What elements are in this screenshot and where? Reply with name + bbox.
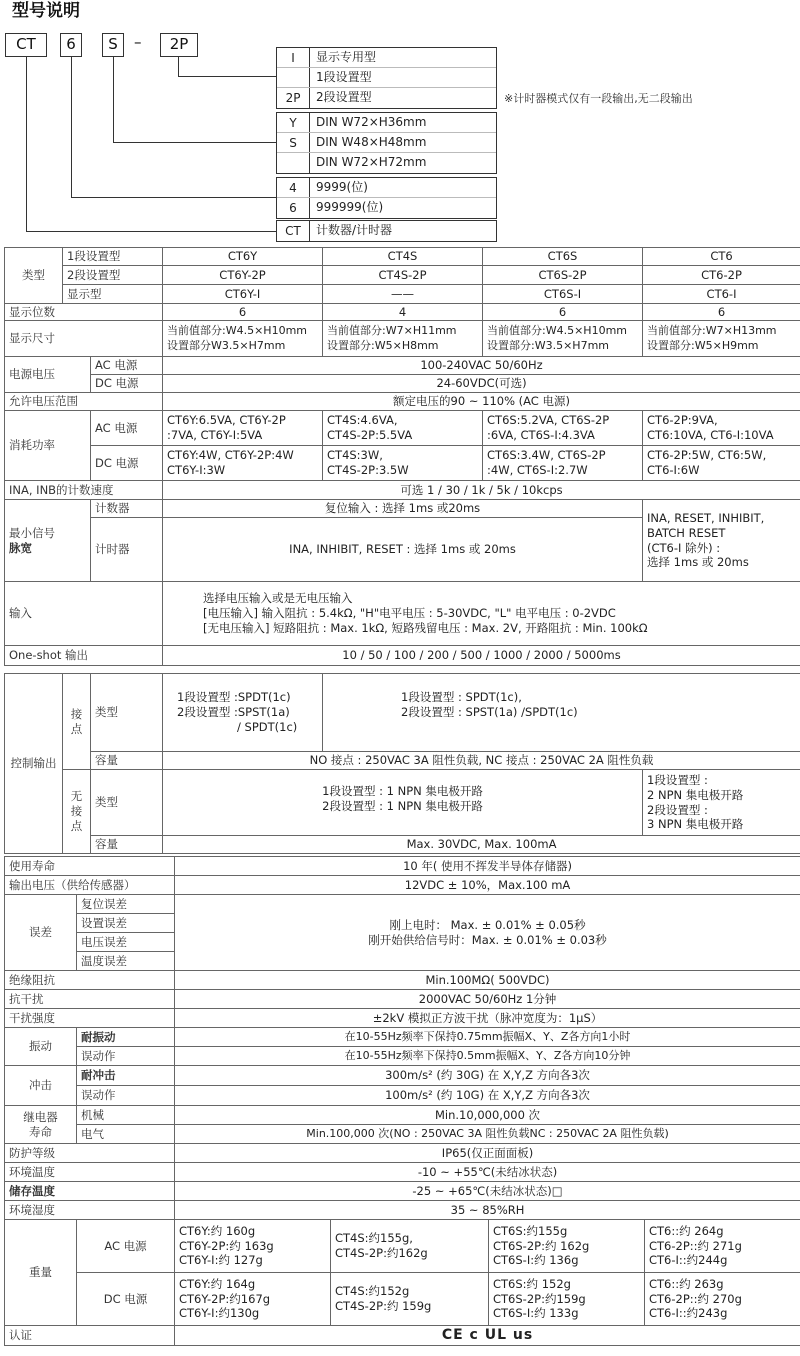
noncontact-ct6-cell <box>643 770 800 836</box>
weight-cell <box>175 1220 331 1273</box>
dc-label: DC 电源 <box>91 375 163 393</box>
ac-label: AC 电源 <box>77 1220 175 1273</box>
kind-label: 类型 <box>91 674 163 752</box>
error-value-line: 刚开始供给信号时：Max. ± 0.01% ± 0.03秒 <box>368 932 607 947</box>
row-label-storage-temp: 储存温度 <box>5 1182 175 1201</box>
consumption-line: CT6:10VA, CT6-I:10VA <box>647 428 774 442</box>
digits-cell: 6 <box>163 304 323 321</box>
row-label-size: 显示尺寸 <box>5 321 163 357</box>
row-label-2stage: 2段设置型 <box>63 266 163 285</box>
digits-cell: 6 <box>643 304 800 321</box>
legend-code: CT <box>277 221 310 241</box>
legend-output-type <box>276 47 497 109</box>
row-label-input: 输入 <box>5 582 163 646</box>
contact-label: 接点 <box>63 674 91 770</box>
contact-type-line: / SPDT(1c) <box>237 719 298 734</box>
insulation-value: Min.100MΩ( 500VDC) <box>175 971 800 990</box>
consumption-line: CT6Y:6.5VA, CT6Y-2P <box>167 413 286 428</box>
row-label-ambient-temp: 环境温度 <box>5 1163 175 1182</box>
consumption-line: CT4S:4.6VA, <box>327 413 398 428</box>
timer-ct6-line: BATCH RESET <box>647 525 726 540</box>
row-label-range: 允许电压范围 <box>5 393 163 411</box>
size-cell <box>483 321 643 357</box>
connector-line <box>26 57 27 232</box>
spacer-row <box>5 666 800 674</box>
counter-value: 复位输入 : 选择 1ms 或20ms <box>163 500 643 518</box>
model-cell: CT4S <box>323 248 483 266</box>
relay-item: 电气 <box>77 1125 175 1144</box>
relay-value: Min.100,000 次(NO : 250VAC 3A 阻性负载NC : 250VAC 2A 阻性负载) <box>175 1125 800 1144</box>
legend-desc: 999999(位) <box>316 200 384 215</box>
error-item: 复位误差 <box>77 895 175 914</box>
error-item: 设置误差 <box>77 914 175 933</box>
timer-label: 计时器 <box>91 518 163 582</box>
digits-cell: 4 <box>323 304 483 321</box>
legend-desc: 9999(位) <box>316 179 368 194</box>
model-cell: CT6 <box>643 248 800 266</box>
size-cell <box>643 321 800 357</box>
consumption-line: :4W, CT6S-I:2.7W <box>487 463 588 477</box>
weight-cell <box>489 1273 645 1326</box>
size-setting: 设置部分:W3.5×H7mm <box>487 338 610 352</box>
dc-label: DC 电源 <box>77 1273 175 1326</box>
weight-line: CT6S-I:约 133g <box>493 1306 579 1321</box>
ac-label: AC 电源 <box>91 411 163 446</box>
noncontact-ct6-line: 1段设置型 : <box>647 772 708 787</box>
legend-code: I <box>277 48 310 67</box>
row-label-speed: INA, INB的计数速度 <box>5 481 163 500</box>
size-current: 当前值部分:W4.5×H10mm <box>487 324 628 338</box>
consumption-line: :7VA, CT6Y-I:5VA <box>167 428 263 442</box>
certification-value <box>175 1326 800 1346</box>
size-cell <box>323 321 483 357</box>
shock-item: 误动作 <box>77 1086 175 1106</box>
noncontact-ct6-line: 2段设置型 : <box>647 802 708 817</box>
timer-ct6-line: 选择 1ms 或 20ms <box>647 555 749 570</box>
noncontact-ct6-line: 2 NPN 集电极开路 <box>647 787 744 802</box>
range-value: 额定电压的90 ~ 110% (AC 电源) <box>163 393 800 411</box>
humidity-value: 35 ~ 85%RH <box>175 1201 800 1220</box>
row-label-pulse <box>5 500 91 582</box>
kind-label: 类型 <box>91 770 163 836</box>
row-label-1stage: 1段设置型 <box>63 248 163 266</box>
consumption-line: CT6Y-I:3W <box>167 463 226 477</box>
row-label-error: 误差 <box>5 895 77 971</box>
weight-line: CT6S:约155g <box>493 1223 568 1238</box>
error-values <box>175 895 800 971</box>
model-cell: CT6Y-2P <box>163 266 323 285</box>
weight-line: CT6-2P::约 270g <box>649 1291 742 1306</box>
connector-line <box>113 142 276 143</box>
consumption-cell <box>483 411 643 446</box>
life-value: 10 年( 使用不挥发半导体存储器) <box>175 857 800 876</box>
weight-line: CT4S:约155g, <box>335 1231 413 1246</box>
noncontact-ct6-line: 3 NPN 集电极开路 <box>647 817 744 832</box>
consumption-line: CT6S:5.2VA, CT6S-2P <box>487 413 610 428</box>
row-label-power: 电源电压 <box>5 357 91 393</box>
row-label-display: 显示型 <box>63 285 163 304</box>
timer-ct6-line: (CT6-I 除外) : <box>647 540 721 555</box>
row-label-output-voltage: 输出电压（供给传感器） <box>5 876 175 895</box>
weight-cell <box>645 1273 800 1326</box>
weight-line: CT4S-2P:约162g <box>335 1246 428 1260</box>
legend-code: S <box>277 133 310 152</box>
model-cell: CT6Y-I <box>163 285 323 304</box>
row-label-oneshot: One-shot 输出 <box>5 646 163 666</box>
size-setting: 设置部分W3.5×H7mm <box>167 338 286 352</box>
connector-line <box>178 57 179 77</box>
size-current: 当前值部分:W7×H11mm <box>327 324 457 338</box>
vibration-item: 误动作 <box>77 1047 175 1066</box>
row-label-insulation: 绝缘阻抗 <box>5 971 175 990</box>
weight-line: CT6-I::约243g <box>649 1306 728 1321</box>
legend-desc: 1段设置型 <box>316 69 372 84</box>
model-cell: CT4S-2P <box>323 266 483 285</box>
digits-cell: 6 <box>483 304 643 321</box>
input-line: [无电压输入] 短路阻抗 : Max. 1kΩ, 短路残留电压 : Max. 2V, 开路阻抗 : Min. 100kΩ <box>203 620 648 635</box>
row-label-dielectric: 抗干扰 <box>5 990 175 1009</box>
weight-line: CT4S:约152g <box>335 1284 410 1299</box>
counter-label: 计数器 <box>91 500 163 518</box>
input-cell <box>163 582 800 646</box>
connector-line <box>71 57 72 198</box>
consumption-line: CT6Y:4W, CT6Y-2P:4W <box>167 448 294 463</box>
page-title: 型号说明 <box>12 1 80 21</box>
weight-line: CT4S-2P:约 159g <box>335 1299 432 1313</box>
model-cell: CT6-I <box>643 285 800 304</box>
relay-item: 机械 <box>77 1106 175 1125</box>
legend-series <box>276 220 497 242</box>
size-cell <box>163 321 323 357</box>
size-current: 当前值部分:W4.5×H10mm <box>167 324 308 338</box>
capacity-label: 容量 <box>91 752 163 770</box>
row-label-digits: 显示位数 <box>5 304 163 321</box>
weight-cell <box>175 1273 331 1326</box>
row-label-type: 类型 <box>5 248 63 304</box>
weight-cell <box>489 1220 645 1273</box>
noise-value: ±2kV 模拟正方波干扰（脉冲宽度为：1μS） <box>175 1009 800 1028</box>
connector-line <box>178 76 276 77</box>
model-cell: CT6Y <box>163 248 323 266</box>
consumption-cell <box>483 446 643 481</box>
power-dc-value: 24-60VDC(可选) <box>163 375 800 393</box>
model-part-series: CT <box>5 33 47 57</box>
weight-cell <box>645 1220 800 1273</box>
consumption-cell <box>643 446 800 481</box>
weight-line: CT6Y:约 164g <box>179 1276 256 1291</box>
error-value-line: 刚上电时： Max. ± 0.01% ± 0.05秒 <box>389 917 586 932</box>
weight-cell <box>331 1273 489 1326</box>
output-voltage-value: 12VDC ± 10%，Max.100 mA <box>175 876 800 895</box>
legend-desc: DIN W72×H36mm <box>316 114 427 129</box>
noncontact-type-cell <box>163 770 643 836</box>
model-cell: CT6S-I <box>483 285 643 304</box>
shock-item: 耐冲击 <box>77 1066 175 1086</box>
consumption-line: CT4S-2P:3.5W <box>327 463 409 477</box>
legend-code: Y <box>277 113 310 132</box>
contact-type-cell <box>323 674 800 752</box>
consumption-line: CT6-I:6W <box>647 463 700 477</box>
shock-value: 300m/s² (约 30G) 在 X,Y,Z 方向各3次 <box>175 1066 800 1086</box>
noncontact-type-line: 2段设置型 : 1 NPN 集电极开路 <box>322 798 483 813</box>
row-label-consumption: 消耗功率 <box>5 411 91 481</box>
oneshot-value: 10 / 50 / 100 / 200 / 500 / 1000 / 2000 / 5000ms <box>163 646 800 666</box>
contact-type-line: 1段设置型 : SPDT(1c), <box>401 690 522 704</box>
error-item: 电压误差 <box>77 933 175 952</box>
protection-value: IP65(仅正面面板) <box>175 1144 800 1163</box>
row-label-weight: 重量 <box>5 1220 77 1326</box>
model-dash: – <box>134 33 142 51</box>
weight-line: CT6-2P::约 271g <box>649 1238 742 1253</box>
weight-line: CT6S-I:约 136g <box>493 1253 579 1268</box>
legend-desc: 2段设置型 <box>316 90 372 105</box>
consumption-line: :6VA, CT6S-I:4.3VA <box>487 428 595 442</box>
relay-value: Min.10,000,000 次 <box>175 1106 800 1125</box>
dc-label: DC 电源 <box>91 446 163 481</box>
contact-capacity-value: NO 接点 : 250VAC 3A 阻性负载, NC 接点 : 250VAC 2A 阻性负载 <box>163 752 800 770</box>
consumption-cell <box>323 411 483 446</box>
legend-size <box>276 112 497 174</box>
shock-value: 100m/s² (约 10G) 在 X,Y,Z 方向各3次 <box>175 1086 800 1106</box>
relay-label-line: 继电器 <box>23 1109 58 1124</box>
input-line: [电压输入] 输入阻抗 : 5.4kΩ, "H"电平电压 : 5-30VDC, "L" 电平电压 : 0-2VDC <box>203 606 616 621</box>
spec-table-1 <box>4 247 800 854</box>
consumption-line: CT4S-2P:5.5VA <box>327 428 413 442</box>
connector-line <box>26 231 276 232</box>
consumption-cell <box>323 446 483 481</box>
model-part-size: S <box>102 33 124 57</box>
model-part-digits: 6 <box>60 33 82 57</box>
vibration-value: 在10-55Hz频率下保持0.75mm振幅X、Y、Z各方向1小时 <box>175 1028 800 1047</box>
row-label-relay <box>5 1106 77 1144</box>
size-setting: 设置部分:W5×H8mm <box>327 338 439 352</box>
timer-note: ※计时器模式仅有一段输出,无二段输出 <box>504 92 693 105</box>
vibration-item: 耐振动 <box>77 1028 175 1047</box>
legend-code <box>277 68 310 87</box>
size-setting: 设置部分:W5×H9mm <box>647 338 759 352</box>
capacity-label: 容量 <box>91 836 163 854</box>
row-label-vibration: 振动 <box>5 1028 77 1066</box>
contact-type-line: 2段设置型 :SPST(1a) <box>177 705 290 720</box>
noncontact-type-line: 1段设置型 : 1 NPN 集电极开路 <box>322 784 483 798</box>
consumption-cell <box>163 411 323 446</box>
weight-line: CT6Y-2P:约 163g <box>179 1238 274 1253</box>
storage-temp-value: -25 ~ +65℃(未结冰状态)□ <box>175 1182 800 1201</box>
relay-label-line: 寿命 <box>29 1124 52 1139</box>
ac-label: AC 电源 <box>91 357 163 375</box>
weight-line: CT6::约 264g <box>649 1223 724 1238</box>
consumption-line: CT4S:3W, <box>327 448 383 463</box>
row-label-humidity: 环境湿度 <box>5 1201 175 1220</box>
pulse-label-line: 最小信号 <box>9 525 55 540</box>
legend-digits <box>276 177 497 219</box>
ce-ul-mark: CE c UL us <box>441 1327 534 1344</box>
legend-code: 2P <box>277 88 310 108</box>
model-cell: CT6-2P <box>643 266 800 285</box>
weight-line: CT6S-2P:约159g <box>493 1291 586 1306</box>
legend-code: 6 <box>277 198 310 218</box>
model-cell: CT6S <box>483 248 643 266</box>
legend-code: 4 <box>277 178 310 197</box>
weight-line: CT6Y-I:约130g <box>179 1306 260 1321</box>
consumption-line: CT6S:3.4W, CT6S-2P <box>487 448 606 463</box>
timer-value: INA, INHIBIT, RESET : 选择 1ms 或 20ms <box>163 518 643 582</box>
input-line: 选择电压输入或是无电压输入 <box>203 591 353 606</box>
weight-line: CT6Y-2P:约167g <box>179 1291 271 1306</box>
legend-desc: DIN W72×H72mm <box>316 155 427 170</box>
model-part-output: 2P <box>160 33 198 57</box>
power-ac-value: 100-240VAC 50/60Hz <box>163 357 800 375</box>
ambient-temp-value: -10 ~ +55℃(未结冰状态) <box>175 1163 800 1182</box>
legend-desc: 计数器/计时器 <box>316 223 393 238</box>
weight-line: CT6-I::约244g <box>649 1253 728 1268</box>
vibration-value: 在10-55Hz频率下保持0.5mm振幅X、Y、Z各方向10分钟 <box>175 1047 800 1066</box>
weight-cell <box>331 1220 489 1273</box>
size-current: 当前值部分:W7×H13mm <box>647 324 777 338</box>
row-label-shock: 冲击 <box>5 1066 77 1106</box>
consumption-line: CT6-2P:5W, CT6:5W, <box>647 448 767 463</box>
consumption-line: CT6-2P:9VA, <box>647 413 718 428</box>
weight-line: CT6S:约 152g <box>493 1276 571 1291</box>
contact-type-line: 2段设置型 : SPST(1a) /SPDT(1c) <box>401 704 578 719</box>
speed-value: 可选 1 / 30 / 1k / 5k / 10kcps <box>163 481 800 500</box>
pulse-label-line: 脉宽 <box>9 540 32 555</box>
legend-desc: 显示专用型 <box>316 49 377 64</box>
consumption-cell <box>643 411 800 446</box>
row-label-protection: 防护等级 <box>5 1144 175 1163</box>
row-label-certification: 认证 <box>5 1326 175 1346</box>
legend-desc: DIN W48×H48mm <box>316 134 427 149</box>
dielectric-value: 2000VAC 50/60Hz 1分钟 <box>175 990 800 1009</box>
row-label-control-output: 控制输出 <box>5 674 63 854</box>
spec-table-2 <box>4 856 800 1346</box>
contact-type-line: 1段设置型 :SPDT(1c) <box>177 690 291 705</box>
weight-line: CT6S-2P:约 162g <box>493 1238 590 1253</box>
contact-type-cell <box>163 674 323 752</box>
noncontact-capacity-value: Max. 30VDC, Max. 100mA <box>163 836 800 854</box>
weight-line: CT6Y-I:约 127g <box>179 1253 263 1268</box>
connector-line <box>71 197 276 198</box>
weight-line: CT6Y:约 160g <box>179 1223 256 1238</box>
connector-line <box>113 57 114 143</box>
weight-line: CT6::约 263g <box>649 1276 724 1291</box>
row-label-life: 使用寿命 <box>5 857 175 876</box>
legend-code <box>277 153 310 173</box>
error-item: 温度误差 <box>77 952 175 971</box>
model-cell: CT6S-2P <box>483 266 643 285</box>
consumption-cell <box>163 446 323 481</box>
timer-ct6-cell <box>643 500 800 582</box>
model-cell: —— <box>323 285 483 304</box>
noncontact-label: 无接点 <box>63 770 91 854</box>
row-label-noise: 干扰强度 <box>5 1009 175 1028</box>
timer-ct6-line: INA, RESET, INHIBIT, <box>647 510 765 525</box>
